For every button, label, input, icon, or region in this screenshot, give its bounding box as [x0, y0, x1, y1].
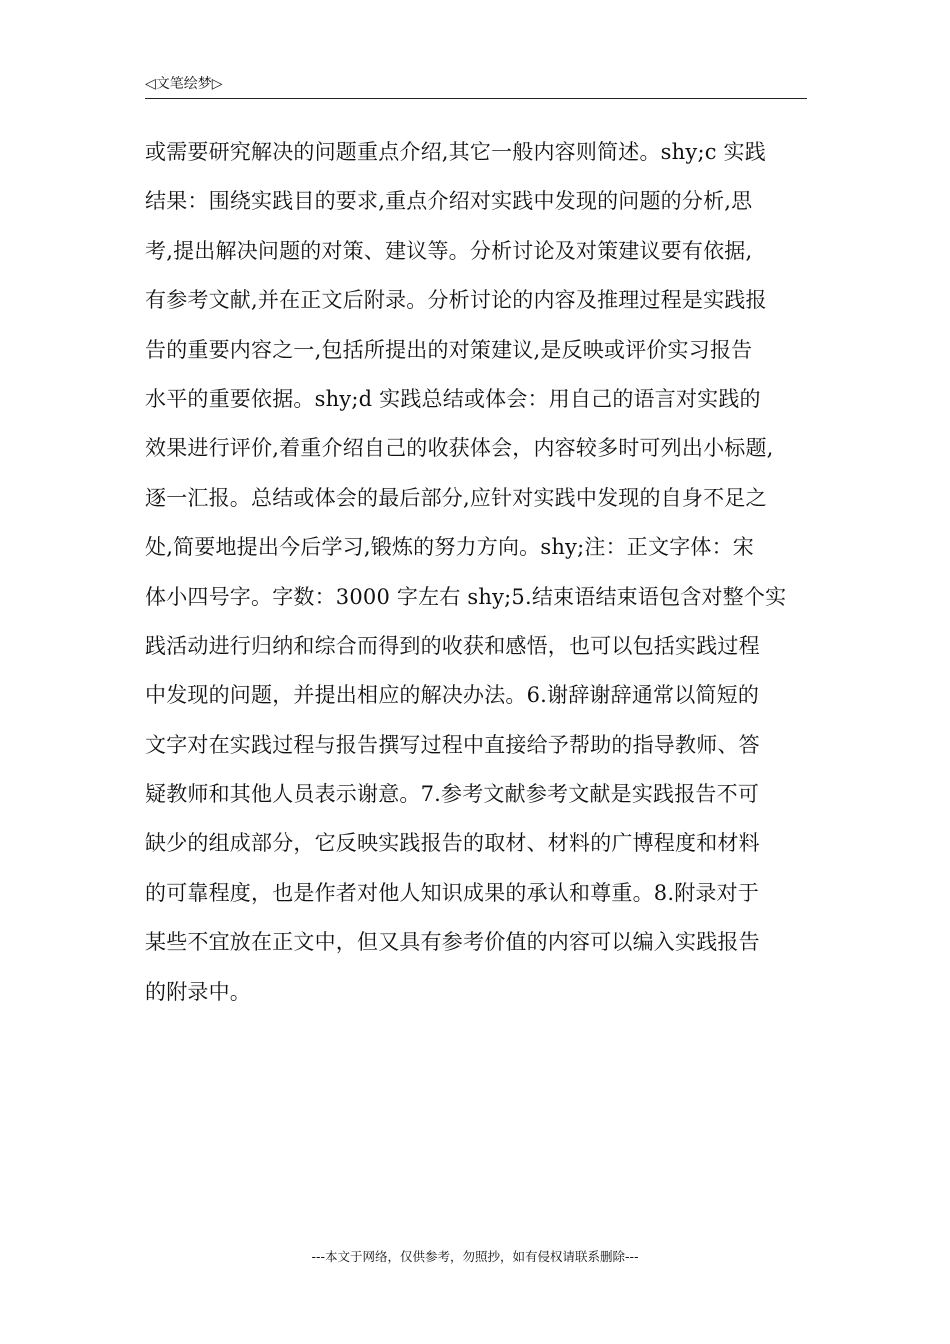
text-line: 某些不宜放在正文中，但又具有参考价值的内容可以编入实践报告: [145, 930, 760, 955]
text-line: 效果进行评价,着重介绍自己的收获体会，内容较多时可列出小标题,: [145, 436, 774, 461]
header-title: ◁文笔绘梦▷: [145, 76, 223, 92]
text-line: 水平的重要依据。shy;d 实践总结或体会：用自己的语言对实践的: [145, 386, 761, 411]
page-footer: ---本文于网络，仅供参考，勿照抄，如有侵权请联系删除---: [311, 1249, 639, 1264]
text-line: 告的重要内容之一,包括所提出的对策建议,是反映或评价实习报告: [145, 337, 753, 362]
text-line: 或需要研究解决的问题重点介绍,其它一般内容则简述。shy;c 实践: [145, 140, 766, 164]
text-line: 结果：围绕实践目的要求,重点介绍对实践中发现的问题的分析,思: [145, 189, 753, 214]
text-line: 的可靠程度，也是作者对他人知识成果的承认和尊重。8.附录对于: [145, 880, 760, 905]
text-line: 文字对在实践过程与报告撰写过程中直接给予帮助的指导教师、答: [145, 732, 760, 757]
page-header: [145, 74, 807, 99]
text-line: 考,提出解决问题的对策、建议等。分析讨论及对策建议要有依据,: [145, 238, 753, 263]
body-text: [145, 128, 807, 1017]
text-line: 处,简要地提出今后学习,锻炼的努力方向。shy;注：正文字体：宋: [145, 535, 754, 560]
text-line: 疑教师和其他人员表示谢意。7.参考文献参考文献是实践报告不可: [145, 782, 760, 807]
text-line: 体小四号字。字数：3000 字左右 shy;5.结束语结束语包含对整个实: [145, 584, 787, 609]
text-line: 逐一汇报。总结或体会的最后部分,应针对实践中发现的自身不足之: [145, 485, 767, 510]
text-line: 践活动进行归纳和综合而得到的收获和感悟，也可以包括实践过程: [145, 633, 760, 658]
text-line: 的附录中。: [145, 979, 251, 1004]
text-line: 中发现的问题，并提出相应的解决办法。6.谢辞谢辞通常以简短的: [145, 683, 760, 708]
text-line: 缺少的组成部分，它反映实践报告的取材、材料的广博程度和材料: [145, 831, 760, 856]
text-line: 有参考文献,并在正文后附录。分析讨论的内容及推理过程是实践报: [145, 288, 767, 313]
